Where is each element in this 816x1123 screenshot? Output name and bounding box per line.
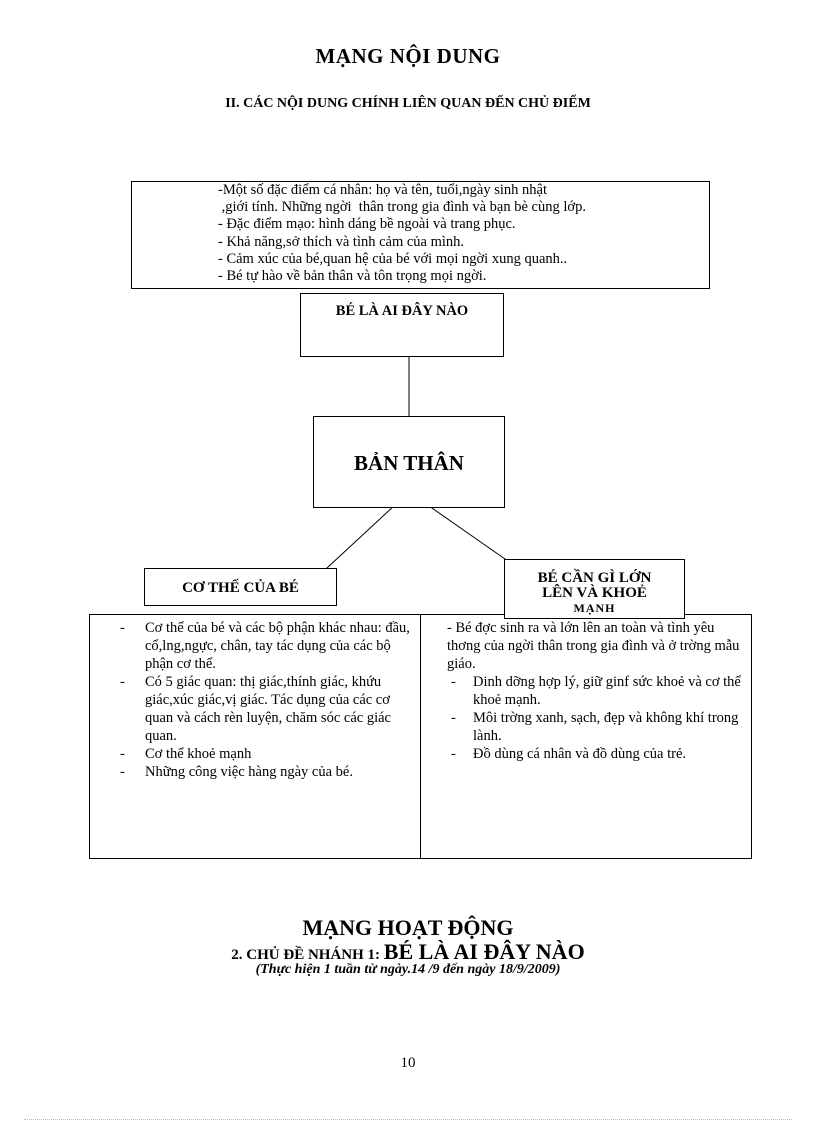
- node-be-can-gi: [504, 559, 685, 619]
- dash-bullet: -: [451, 710, 456, 726]
- page-title: MẠNG NỘI DUNG: [315, 44, 501, 68]
- top-box-line: -Một số đặc điểm cá nhân: họ và tên, tuổi,ngày sinh nhật: [218, 182, 547, 198]
- dash-bullet: -: [451, 746, 456, 762]
- node-be-la-ai: BÉ LÀ AI ĐÂY NÀO: [300, 293, 504, 357]
- node-be-can-line2: LÊN VÀ KHOẺ: [542, 585, 647, 601]
- top-box-line: - Bé tự hào về bản thân và tôn trọng mọi ngời.: [218, 268, 487, 285]
- node-co-the-cua-be: CƠ THẾ CỦA BÉ: [144, 568, 337, 606]
- dash-bullet: -: [120, 746, 125, 762]
- left-content-box: [89, 614, 421, 859]
- top-box-line: - Khả năng,sở thích và tình cảm của mình.: [218, 233, 465, 250]
- mang-hoat-dong-heading: MẠNG HOẠT ĐỘNG: [302, 915, 514, 940]
- dash-bullet: -: [120, 620, 125, 636]
- right-intro: - Bé đợc sinh ra và lớn lên an toàn và tình yêu thơng của ngời thân trong gia đình và ở trờng mẫu giáo.: [447, 620, 740, 672]
- list-item: - Có 5 giác quan: thị giác,thính giác, khứu giác,xúc giác,vị giác. Tác dụng của các cơ quan và cách rèn luyện, chăm sóc các giác quan.: [120, 674, 391, 744]
- footer-divider: [24, 1119, 792, 1120]
- list-item: - Cơ thể của bé và các bộ phận khác nhau: đầu, cổ,lng,ngực, chân, tay tác dụng của các bộ phận cơ thể.: [120, 620, 410, 672]
- list-item: - Cơ thể khoẻ mạnh: [120, 746, 252, 762]
- node-be-can-line3: MẠNH: [573, 601, 616, 615]
- top-box-line: - Đặc điểm mạo: hình dáng bề ngoài và trang phục.: [218, 216, 516, 233]
- chu-de-name: BÉ LÀ AI ĐÂY NÀO: [383, 939, 585, 964]
- thuc-hien-note: (Thực hiện 1 tuần từ ngày.14 /9 đến ngày 18/9/2009): [255, 962, 561, 977]
- list-item: - Dinh dỡng hợp lý, giữ ginf sức khoẻ và cơ thể khoẻ mạnh.: [451, 674, 741, 708]
- top-box-line: - Cảm xúc của bé,quan hệ của bé với mọi ngời xung quanh..: [218, 250, 568, 267]
- right-content-box: [420, 614, 752, 859]
- dash-bullet: -: [120, 764, 125, 780]
- node-ban-than: BẢN THÂN: [313, 416, 505, 508]
- list-item: - Những công việc hàng ngày của bé.: [120, 764, 353, 780]
- dash-bullet: -: [120, 674, 125, 690]
- list-item: - Môi trờng xanh, sạch, đẹp và không khí trong lành.: [451, 710, 739, 744]
- page-number: 10: [400, 1055, 416, 1071]
- top-content-box: [131, 181, 710, 289]
- section-subtitle: II. CÁC NỘI DUNG CHÍNH LIÊN QUAN ĐẾN CHỦ ĐIỂM: [225, 96, 591, 111]
- top-box-line: ,giới tính. Những ngời thân trong gia đình và bạn bè cùng lớp.: [218, 199, 586, 216]
- dash-bullet: -: [451, 674, 456, 690]
- node-be-can-line1: BÉ CẦN GÌ LỚN: [537, 570, 652, 586]
- chu-de-prefix: 2. CHỦ ĐỀ NHÁNH 1:: [231, 947, 384, 963]
- list-item: - Đồ dùng cá nhân và đồ dùng của trẻ.: [451, 746, 687, 762]
